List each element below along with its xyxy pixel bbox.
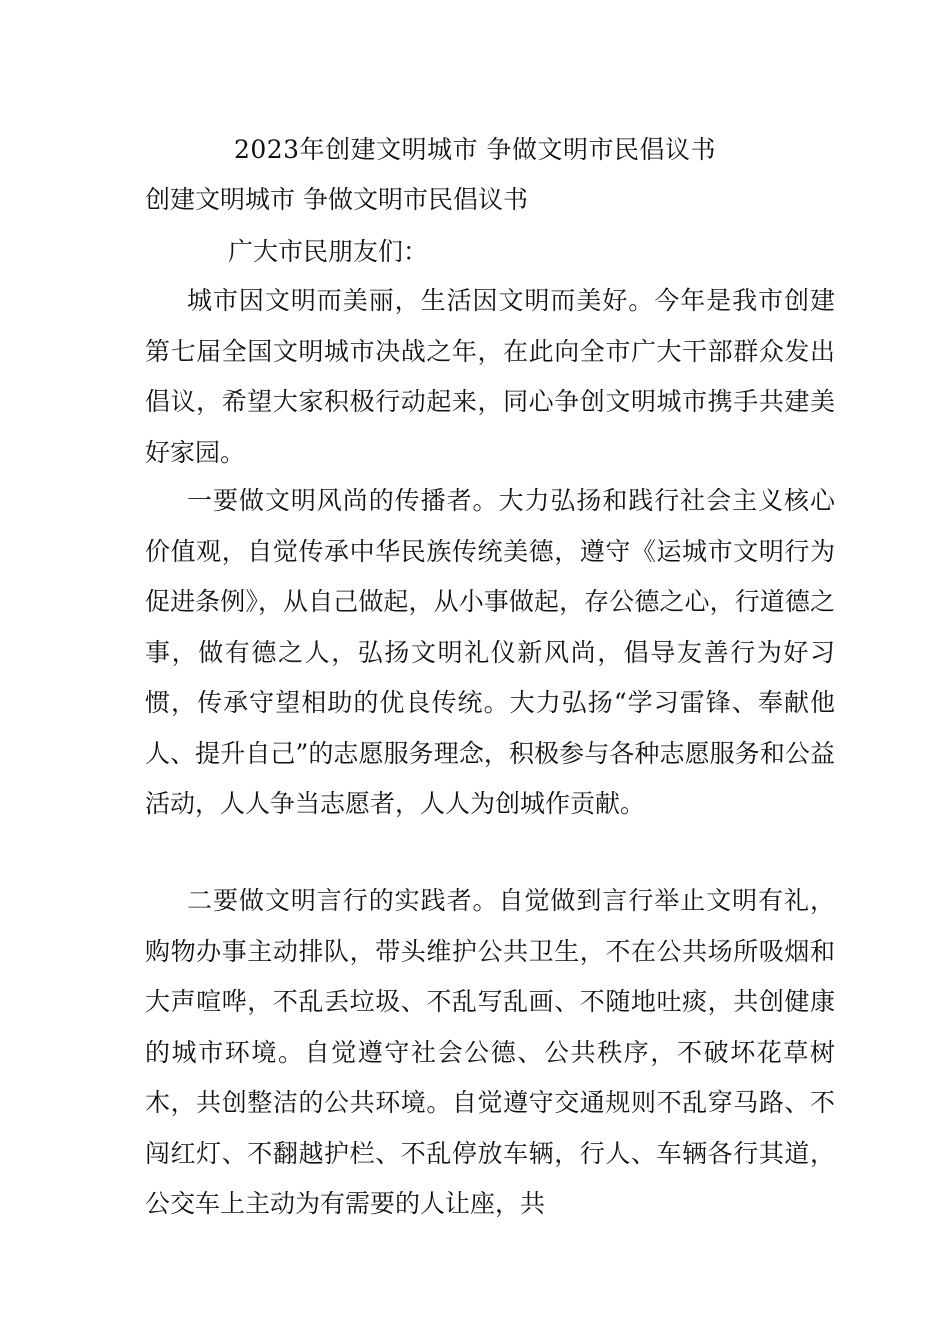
greeting-line: 广大市民朋友们： xyxy=(228,237,429,266)
paragraph-second-point: 二要做文明言行的实践者。自觉做到言行举止文明有礼，购物办事主动排队，带头维护公共卫生，不在公共场所吸烟和大声喧哗，不乱丢垃圾、不乱写乱画、不随地吐痰，共创健康的城市环境。自觉遵守社会公德、公共秩序，不破坏花草树木，共创整洁的公共环境。自觉遵守交通规则不乱穿马路、不闯红灯、不翻越护栏、不乱停放车辆，行人、车辆各行其道，公交车上主动为有需要的人让座，共 xyxy=(145,886,835,1218)
paragraph-first-point: 一要做文明风尚的传播者。大力弘扬和践行社会主义核心价值观，自觉传承中华民族传统美德，遵守《运城市文明行为促进条例》，从自己做起，从小事做起，存公德之心，行道德之事，做有德之人，弘扬文明礼仪新风尚，倡导友善行为好习惯，传承守望相助的优良传统。大力弘扬“学习雷锋、奉献他人、提升自己”的志愿服务理念，积极参与各种志愿服务和公益活动，人人争当志愿者，人人为创城作贡献。 xyxy=(145,486,835,818)
paragraph-intro: 城市因文明而美丽，生活因文明而美好。今年是我市创建第七届全国文明城市决战之年，在此向全市广大干部群众发出倡议，希望大家积极行动起来，同心争创文明城市携手共建美好家园。 xyxy=(145,286,835,467)
document-subtitle: 创建文明城市 争做文明市民倡议书 xyxy=(145,185,528,214)
document-title: 2023年创建文明城市 争做文明市民倡议书 xyxy=(233,135,717,164)
